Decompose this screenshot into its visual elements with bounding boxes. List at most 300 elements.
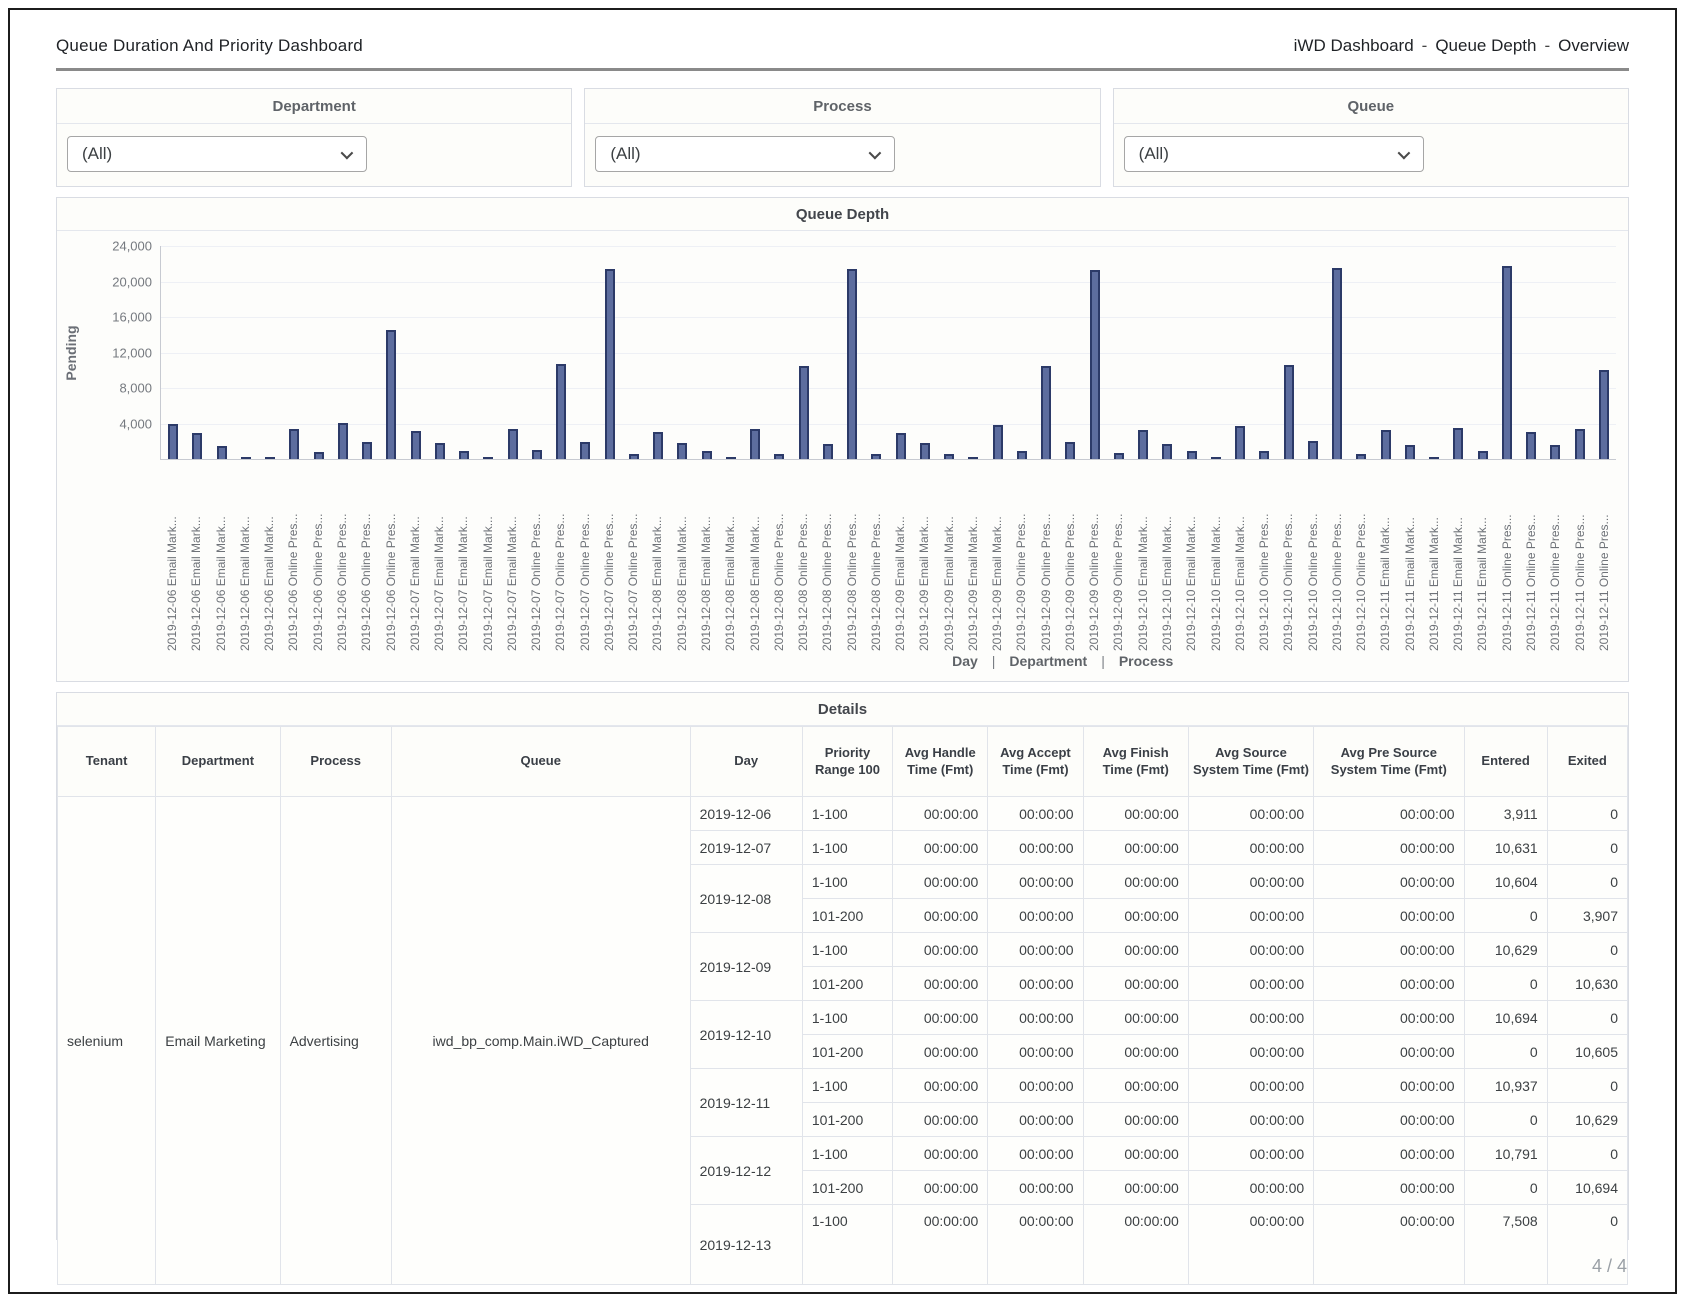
chart-bar[interactable] [1284, 365, 1294, 459]
chart-bar[interactable] [217, 446, 227, 459]
chart-bar[interactable] [580, 442, 590, 459]
avg-time-cell: 00:00:00 [988, 797, 1083, 831]
x-axis-label-text: 2019-12-11 Email Mark... [1402, 517, 1417, 651]
chart-bar[interactable] [1017, 451, 1027, 459]
details-panel [56, 692, 1629, 1253]
column-header[interactable]: Avg Finish Time (Fmt) [1083, 727, 1188, 797]
avg-time-cell: 00:00:00 [893, 1035, 988, 1069]
chart-bar[interactable] [1259, 451, 1269, 459]
y-axis-title: Pending [63, 324, 79, 381]
breadcrumb-separator: - [1544, 36, 1551, 55]
priority-range-cell: 1-100 [802, 797, 892, 831]
y-axis-tick-label: 20,000 [112, 274, 152, 289]
process-cell: Advertising [280, 797, 391, 1285]
x-axis-label [1155, 463, 1179, 651]
x-axis-label [597, 463, 621, 651]
breadcrumb-item[interactable]: Queue Depth [1435, 36, 1537, 55]
chart-bar[interactable] [944, 454, 954, 459]
entered-cell: 0 [1464, 1103, 1547, 1137]
avg-time-cell: 00:00:00 [1083, 967, 1188, 1001]
x-axis-label-text: 2019-12-10 Online Pres... [1281, 513, 1296, 651]
y-axis-tick-label: 4,000 [119, 416, 152, 431]
chevron-down-icon [1397, 146, 1410, 159]
chart-bar[interactable] [726, 457, 736, 459]
filter-label: Queue [1114, 89, 1628, 124]
avg-time-cell: 00:00:00 [988, 1205, 1083, 1285]
priority-range-cell: 1-100 [802, 933, 892, 967]
x-axis-label-text: 2019-12-10 Online Pres... [1329, 513, 1344, 651]
chart-bar-slot [1519, 246, 1543, 459]
x-axis-label-text: 2019-12-07 Email Mark... [407, 516, 422, 651]
x-axis-label-text: 2019-12-06 Email Mark... [262, 516, 277, 651]
x-axis-label-text: 2019-12-09 Online Pres... [1062, 513, 1077, 651]
x-axis-label-text: 2019-12-06 Email Mark... [237, 516, 252, 651]
chart-bar[interactable] [411, 431, 421, 459]
filter-label: Department [57, 89, 571, 124]
x-axis-label [500, 463, 524, 651]
day-cell: 2019-12-09 [690, 933, 802, 1001]
avg-time-cell: 00:00:00 [988, 1001, 1083, 1035]
x-axis-label [1446, 463, 1470, 651]
column-header[interactable]: Entered [1464, 727, 1547, 797]
chart-bar[interactable] [314, 452, 324, 459]
details-table-header [58, 727, 1628, 797]
filter-label: Process [585, 89, 1099, 124]
chart-bar[interactable] [1526, 432, 1536, 459]
x-axis-label-text: 2019-12-07 Online Pres... [601, 513, 616, 651]
priority-range-cell: 1-100 [802, 831, 892, 865]
x-axis-label [378, 463, 402, 651]
avg-time-cell: 00:00:00 [1188, 1171, 1313, 1205]
table-row[interactable] [58, 797, 1628, 831]
chart-bar-slot [961, 246, 985, 459]
avg-time-cell: 00:00:00 [988, 1035, 1083, 1069]
chart-bars [161, 246, 1616, 459]
x-axis-label-text: 2019-12-08 Email Mark... [698, 516, 713, 651]
chart-bar-slot [379, 246, 403, 459]
avg-time-cell: 00:00:00 [1083, 1103, 1188, 1137]
x-axis-label [1543, 463, 1567, 651]
x-axis-caption [713, 651, 1412, 681]
column-header[interactable]: Avg Pre Source System Time (Fmt) [1314, 727, 1464, 797]
exited-cell: 0 [1547, 865, 1627, 899]
x-axis-label-text: 2019-12-08 Email Mark... [674, 516, 689, 651]
chart-bar-slot [1131, 246, 1155, 459]
chart-bar[interactable] [653, 432, 663, 460]
entered-cell: 10,694 [1464, 1001, 1547, 1035]
x-axis-label-text: 2019-12-07 Online Pres... [529, 513, 544, 651]
avg-time-cell: 00:00:00 [893, 1137, 988, 1171]
x-axis-label [888, 463, 912, 651]
x-axis-label-text: 2019-12-06 Email Mark... [189, 516, 204, 651]
avg-time-cell: 00:00:00 [1314, 933, 1464, 967]
chart-bar[interactable] [168, 424, 178, 459]
chart-bar-slot [1568, 246, 1592, 459]
chart-bar-slot [1058, 246, 1082, 459]
avg-time-cell: 00:00:00 [1314, 797, 1464, 831]
avg-time-cell: 00:00:00 [1083, 1035, 1188, 1069]
x-axis-label-text: 2019-12-07 Online Pres... [577, 513, 592, 651]
chart-bar[interactable] [774, 454, 784, 459]
x-axis-label-text: 2019-12-09 Email Mark... [990, 516, 1005, 651]
x-axis-label [209, 463, 233, 651]
entered-cell: 0 [1464, 1171, 1547, 1205]
x-axis-label-text: 2019-12-06 Email Mark... [213, 516, 228, 651]
chart-bar[interactable] [508, 429, 518, 459]
column-header[interactable]: Department [156, 727, 280, 797]
chevron-down-icon [341, 146, 354, 159]
chart-bar[interactable] [1332, 268, 1342, 459]
x-axis-label-text: 2019-12-10 Email Mark... [1160, 516, 1175, 651]
x-axis-label [1495, 463, 1519, 651]
x-axis-label [1082, 463, 1106, 651]
x-axis-label-text: 2019-12-10 Online Pres... [1305, 513, 1320, 651]
x-axis-label [306, 463, 330, 651]
priority-range-cell: 1-100 [802, 1001, 892, 1035]
x-axis-label [233, 463, 257, 651]
x-axis-label-text: 2019-12-07 Email Mark... [432, 516, 447, 651]
x-axis-label-text: 2019-12-11 Online Pres... [1499, 514, 1514, 651]
column-header[interactable]: Priority Range 100 [802, 727, 892, 797]
chart-bar[interactable] [1356, 454, 1366, 459]
x-axis-label-text: 2019-12-10 Online Pres... [1354, 513, 1369, 651]
y-axis [57, 238, 160, 459]
column-header[interactable]: Tenant [58, 727, 156, 797]
chart-bar-slot [937, 246, 961, 459]
chart-bar-slot [525, 246, 549, 459]
x-axis-label-text: 2019-12-08 Online Pres... [868, 513, 883, 651]
chart-bar[interactable] [483, 457, 493, 459]
entered-cell: 7,508 [1464, 1205, 1547, 1285]
chart-bar-slot [767, 246, 791, 459]
x-axis-label-text: 2019-12-10 Online Pres... [1257, 513, 1272, 651]
chart-bar-slot [986, 246, 1010, 459]
avg-time-cell: 00:00:00 [1188, 797, 1313, 831]
entered-cell: 10,937 [1464, 1069, 1547, 1103]
chart-bar[interactable] [1502, 266, 1512, 459]
chart-bar[interactable] [338, 423, 348, 459]
chart-bar[interactable] [629, 454, 639, 459]
chart-bar[interactable] [968, 457, 978, 459]
chart-bar-slot [816, 246, 840, 459]
chart-bar[interactable] [1090, 270, 1100, 459]
chart-bar[interactable] [289, 429, 299, 459]
filter-panel-process [584, 88, 1100, 187]
x-axis-label [1179, 463, 1203, 651]
page-indicator[interactable]: 4 / 4 [1591, 1256, 1627, 1276]
chart-bar-slot [1083, 246, 1107, 459]
chart-bar[interactable] [847, 269, 857, 459]
avg-time-cell: 00:00:00 [1188, 933, 1313, 967]
x-axis-label-text: 2019-12-11 Email Mark... [1378, 517, 1393, 651]
x-axis-label-text: 2019-12-07 Email Mark... [480, 516, 495, 651]
x-axis-label [1349, 463, 1373, 651]
avg-time-cell: 00:00:00 [1083, 1069, 1188, 1103]
chart-bar[interactable] [702, 451, 712, 459]
chart-plot-area [160, 246, 1616, 459]
chart-bar[interactable] [1187, 451, 1197, 459]
chart-bar[interactable] [1405, 445, 1415, 459]
avg-time-cell: 00:00:00 [1083, 865, 1188, 899]
chart-bar-slot [331, 246, 355, 459]
x-axis-caption-part: Process [1118, 653, 1174, 669]
x-axis-label [573, 463, 597, 651]
avg-time-cell: 00:00:00 [1314, 865, 1464, 899]
chart-bar[interactable] [386, 330, 396, 459]
details-table [57, 726, 1628, 1285]
chart-bar[interactable] [1308, 441, 1318, 459]
avg-time-cell: 00:00:00 [988, 1137, 1083, 1171]
header-divider [56, 68, 1629, 71]
avg-time-cell: 00:00:00 [1314, 1137, 1464, 1171]
x-axis-label [864, 463, 888, 651]
chart-bar[interactable] [532, 450, 542, 459]
avg-time-cell: 00:00:00 [1314, 1001, 1464, 1035]
column-header[interactable]: Day [690, 727, 802, 797]
breadcrumb-item[interactable]: Overview [1558, 36, 1629, 55]
chart-bar-slot [889, 246, 913, 459]
avg-time-cell: 00:00:00 [1188, 1205, 1313, 1285]
avg-time-cell: 00:00:00 [1083, 899, 1188, 933]
queue-depth-chart-panel [56, 197, 1629, 682]
department-filter-value: (All) [82, 144, 113, 163]
chart-bar-slot [258, 246, 282, 459]
chart-bar[interactable] [192, 433, 202, 459]
exited-cell: 0 [1547, 1001, 1627, 1035]
priority-range-cell: 1-100 [802, 1069, 892, 1103]
x-axis-label-text: 2019-12-07 Online Pres... [626, 513, 641, 651]
caption-separator: | [991, 653, 996, 669]
chart-bar[interactable] [265, 457, 275, 459]
x-axis-label-text: 2019-12-09 Email Mark... [941, 516, 956, 651]
chart-bar[interactable] [750, 429, 760, 459]
priority-range-cell: 101-200 [802, 899, 892, 933]
day-cell: 2019-12-08 [690, 865, 802, 933]
chart-bar[interactable] [823, 444, 833, 459]
x-axis-caption-part: Day [952, 653, 978, 669]
chart-bar[interactable] [1599, 370, 1609, 459]
entered-cell: 0 [1464, 899, 1547, 933]
department-cell: Email Marketing [156, 797, 280, 1285]
avg-time-cell: 00:00:00 [1083, 933, 1188, 967]
avg-time-cell: 00:00:00 [1314, 1103, 1464, 1137]
column-header[interactable]: Avg Handle Time (Fmt) [893, 727, 988, 797]
chart-bar-slot [1349, 246, 1373, 459]
chart-bar[interactable] [556, 364, 566, 459]
chart-bar[interactable] [1114, 453, 1124, 459]
chart-bar-slot [1495, 246, 1519, 459]
column-header[interactable]: Exited [1547, 727, 1627, 797]
avg-time-cell: 00:00:00 [893, 967, 988, 1001]
chart-bar[interactable] [1550, 445, 1560, 459]
chart-bar-slot [743, 246, 767, 459]
x-axis-label [281, 463, 305, 651]
x-axis-label [1228, 463, 1252, 651]
x-axis-label-text: 2019-12-11 Online Pres... [1548, 514, 1563, 651]
entered-cell: 10,604 [1464, 865, 1547, 899]
x-axis-label [1131, 463, 1155, 651]
chart-bar-slot [428, 246, 452, 459]
day-cell: 2019-12-11 [690, 1069, 802, 1137]
chart-bar[interactable] [1453, 428, 1463, 459]
avg-time-cell: 00:00:00 [893, 865, 988, 899]
x-axis-label-text: 2019-12-09 Email Mark... [965, 516, 980, 651]
avg-time-cell: 00:00:00 [1314, 1171, 1464, 1205]
x-axis-label-text: 2019-12-11 Email Mark... [1451, 517, 1466, 651]
avg-time-cell: 00:00:00 [988, 1171, 1083, 1205]
x-axis-label-text: 2019-12-09 Email Mark... [893, 516, 908, 651]
x-axis-label [1276, 463, 1300, 651]
chart-bar-slot [1374, 246, 1398, 459]
x-axis-caption-part: Department [1009, 653, 1088, 669]
x-axis-labels [160, 463, 1616, 651]
chart-bar[interactable] [677, 443, 687, 459]
chart-bar[interactable] [799, 366, 809, 459]
y-axis-tick-label: 8,000 [119, 380, 152, 396]
chart-bar[interactable] [1211, 457, 1221, 459]
x-axis-label-text: 2019-12-10 Email Mark... [1135, 516, 1150, 651]
queue-filter-dropdown[interactable] [1124, 136, 1424, 172]
x-axis-label [1203, 463, 1227, 651]
priority-range-cell: 101-200 [802, 1103, 892, 1137]
x-axis-label [548, 463, 572, 651]
chart-bar[interactable] [871, 454, 881, 459]
exited-cell: 0 [1547, 831, 1627, 865]
exited-cell: 10,605 [1547, 1035, 1627, 1069]
x-axis-label [742, 463, 766, 651]
chart-bar[interactable] [993, 425, 1003, 459]
x-axis-label-text: 2019-12-09 Email Mark... [917, 516, 932, 651]
x-axis-label [1398, 463, 1422, 651]
avg-time-cell: 00:00:00 [1083, 831, 1188, 865]
x-axis-label-text: 2019-12-06 Online Pres... [334, 513, 349, 651]
x-axis-label-text: 2019-12-11 Email Mark... [1426, 517, 1441, 651]
x-axis-label-text: 2019-12-08 Email Mark... [650, 516, 665, 651]
chart-bar[interactable] [362, 442, 372, 459]
column-header[interactable]: Avg Source System Time (Fmt) [1188, 727, 1313, 797]
chart-bar-slot [1277, 246, 1301, 459]
x-axis-label [1106, 463, 1130, 651]
chart-bar-slot [355, 246, 379, 459]
x-axis-label-text: 2019-12-10 Email Mark... [1184, 516, 1199, 651]
chart-bar[interactable] [1381, 430, 1391, 459]
chart-bar[interactable] [1138, 430, 1148, 459]
chart-bar[interactable] [241, 457, 251, 459]
chart-bar[interactable] [1065, 442, 1075, 459]
x-axis-label [694, 463, 718, 651]
y-axis-tick-label: 24,000 [112, 238, 152, 254]
chart-bar[interactable] [1575, 429, 1585, 459]
day-cell: 2019-12-10 [690, 1001, 802, 1069]
chart-bar-slot [598, 246, 622, 459]
queue-cell: iwd_bp_comp.Main.iWD_Captured [391, 797, 690, 1285]
x-axis-label [912, 463, 936, 651]
process-filter-value: (All) [610, 144, 641, 163]
process-filter-dropdown[interactable] [595, 136, 895, 172]
priority-range-cell: 101-200 [802, 1035, 892, 1069]
avg-time-cell: 00:00:00 [1314, 1069, 1464, 1103]
x-axis-label [1058, 463, 1082, 651]
chart-bar-slot [646, 246, 670, 459]
chart-bar-slot [913, 246, 937, 459]
x-axis-label [645, 463, 669, 651]
chart-bar[interactable] [1478, 451, 1488, 459]
filter-panel-department [56, 88, 572, 187]
chart-bar-slot [670, 246, 694, 459]
day-cell: 2019-12-13 [690, 1205, 802, 1285]
chart-bar[interactable] [435, 443, 445, 459]
avg-time-cell: 00:00:00 [1188, 865, 1313, 899]
x-axis-label-text: 2019-12-11 Online Pres... [1596, 514, 1611, 651]
chart-bar-slot [501, 246, 525, 459]
column-header[interactable]: Queue [391, 727, 690, 797]
chart-bar-slot [476, 246, 500, 459]
x-axis-label [937, 463, 961, 651]
x-axis-label-text: 2019-12-06 Online Pres... [359, 513, 374, 651]
avg-time-cell: 00:00:00 [988, 1069, 1083, 1103]
avg-time-cell: 00:00:00 [1083, 1171, 1188, 1205]
x-axis-label-text: 2019-12-08 Online Pres... [820, 513, 835, 651]
y-axis-tick-label: 12,000 [112, 345, 152, 360]
x-axis-label-text: 2019-12-08 Online Pres... [796, 513, 811, 651]
chart-bar[interactable] [1041, 366, 1051, 459]
avg-time-cell: 00:00:00 [1314, 1205, 1464, 1285]
avg-time-cell: 00:00:00 [1314, 967, 1464, 1001]
x-axis-label-text: 2019-12-07 Email Mark... [456, 516, 471, 651]
x-axis-label-text: 2019-12-09 Online Pres... [1087, 513, 1102, 651]
avg-time-cell: 00:00:00 [893, 797, 988, 831]
x-axis-label [1567, 463, 1591, 651]
breadcrumb [1294, 36, 1629, 56]
column-header[interactable]: Process [280, 727, 391, 797]
avg-time-cell: 00:00:00 [893, 1001, 988, 1035]
breadcrumb-item[interactable]: iWD Dashboard [1293, 36, 1414, 55]
avg-time-cell: 00:00:00 [1188, 831, 1313, 865]
department-filter-dropdown[interactable] [67, 136, 367, 172]
avg-time-cell: 00:00:00 [1188, 1137, 1313, 1171]
x-axis-label [475, 463, 499, 651]
chart-bar-slot [1592, 246, 1616, 459]
chart-bar[interactable] [1235, 426, 1245, 459]
chart-bar-slot [1204, 246, 1228, 459]
x-axis-label [1009, 463, 1033, 651]
chart-bar[interactable] [459, 451, 469, 459]
exited-cell: 0 [1547, 1069, 1627, 1103]
chart-bar[interactable] [920, 443, 930, 459]
column-header[interactable]: Avg Accept Time (Fmt) [988, 727, 1083, 797]
chart-bar[interactable] [896, 433, 906, 459]
chart-bar[interactable] [1429, 457, 1439, 459]
chart-bar-slot [695, 246, 719, 459]
chart-bar-slot [1252, 246, 1276, 459]
chart-bar[interactable] [1162, 444, 1172, 459]
avg-time-cell: 00:00:00 [1188, 899, 1313, 933]
x-axis-label [1470, 463, 1494, 651]
chart-bar-slot [404, 246, 428, 459]
x-axis-label [451, 463, 475, 651]
x-axis-label [718, 463, 742, 651]
x-axis-label-text: 2019-12-10 Email Mark... [1232, 516, 1247, 651]
x-axis-label-text: 2019-12-08 Online Pres... [844, 513, 859, 651]
chart-bar-slot [1446, 246, 1470, 459]
x-axis-label [621, 463, 645, 651]
chart-bar-slot [452, 246, 476, 459]
x-axis-label [1300, 463, 1324, 651]
x-axis-label [403, 463, 427, 651]
x-axis-label-text: 2019-12-09 Online Pres... [1111, 513, 1126, 651]
entered-cell: 10,629 [1464, 933, 1547, 967]
chart-bar[interactable] [605, 269, 615, 459]
